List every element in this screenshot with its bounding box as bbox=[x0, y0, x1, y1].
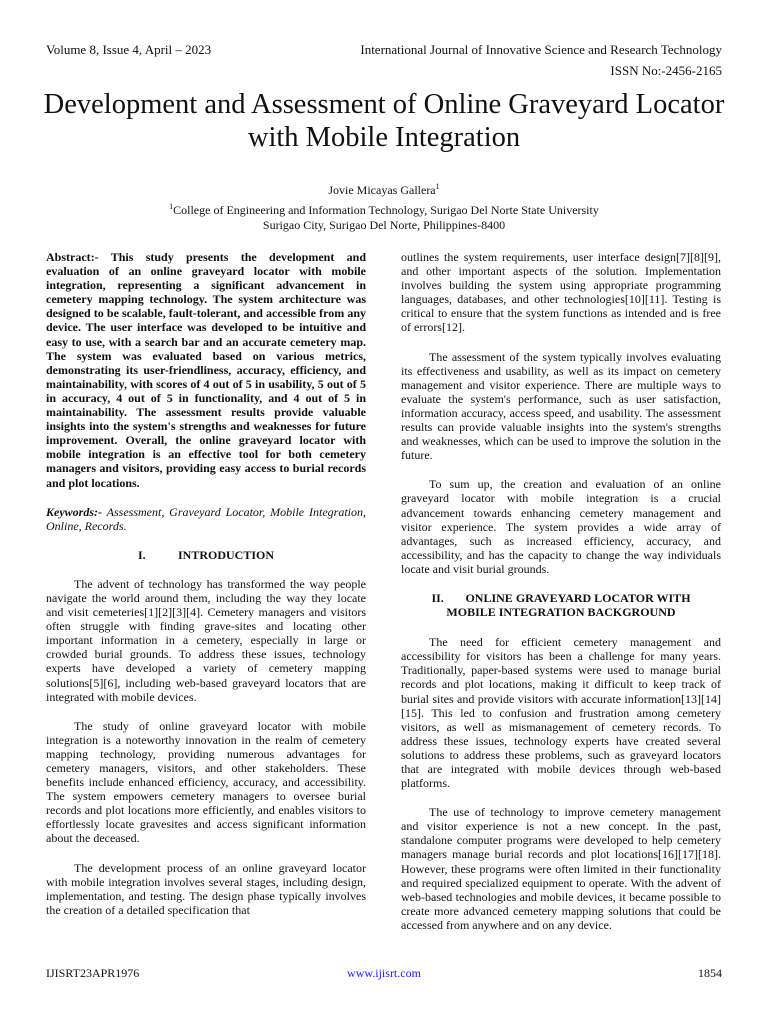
abstract: Abstract:- This study presents the development and evaluation of an online graveyard locator with mobile integration, representing a significant advancement in cemetery mapping technology. The system architecture was designed to be scalable, fault-tolerant, and accessible from any device. The user interface was developed to be intuitive and easy to use, with a search bar and an accurate cemetery map. The system was evaluated based on various metrics, demonstrating its user-friendliness, accuracy, efficiency, and maintainability, with scores of 4 out of 5 in usability, 5 out of 5 in accuracy, 4 out of 5 in functionality, and 4 out of 5 in maintainability. The assessment results provide valuable insights into the system's strengths and weaknesses for future improvement. Overall, the online graveyard locator with mobile integration is an effective tool for both cemetery managers and visitors, providing easy access to burial records and plot locations. bbox=[46, 250, 366, 490]
header-issn: ISSN No:-2456-2165 bbox=[610, 63, 722, 78]
affiliation-line bbox=[40, 199, 728, 219]
paper-title: Development and Assessment of Online Graveyard Locator with Mobile Integration bbox=[43, 89, 725, 153]
paragraph: The need for efficient cemetery management and accessibility for visitors has been a challenge for many years. Traditionally, paper-based systems were used to manage burial records and plot locations, making it difficult to keep track of burial sites and provide visitors with accurate information[13][14][15]. This led to confusion and frustration among cemetery visitors, as well as mismanagement of cemetery records. To address these issues, technology experts have created several solutions to address these problems, such as graveyard locators that are integrated with mobile devices through web-based platforms. bbox=[401, 635, 721, 791]
section-title: ONLINE GRAVEYARD LOCATOR WITH bbox=[465, 590, 691, 605]
paragraph: The development process of an online graveyard locator with mobile integration involves several stages, including design, implementation, and testing. The design phase typically involves the creation of a detailed specification that bbox=[46, 860, 366, 917]
author-name: Jovie Micayas Gallera bbox=[328, 183, 436, 197]
author-sup: 1 bbox=[435, 182, 440, 191]
footer-page-number: 1854 bbox=[698, 966, 722, 980]
author-block bbox=[40, 179, 728, 234]
paragraph: To sum up, the creation and evaluation of an online graveyard locator with mobile integration is a crucial advancement towards enhancing cemetery management and visitor experience. The system provides a wide array of advantages, such as increased efficiency, accuracy, and accessibility, and has the capacity to change the way individuals locate and visit burial grounds. bbox=[401, 477, 721, 576]
section-heading-background bbox=[401, 591, 721, 619]
header-volume: Volume 8, Issue 4, April – 2023 bbox=[46, 42, 212, 57]
header-journal: International Journal of Innovative Science and Research Technology bbox=[360, 42, 722, 57]
section-title-line2: MOBILE INTEGRATION BACKGROUND bbox=[446, 605, 676, 620]
paragraph: The study of online graveyard locator with mobile integration is a noteworthy innovation in the realm of cemetery mapping technology, providing numerous advantages for cemetery managers, visitors, and other stakeholders. These benefits include enhanced efficiency, accuracy, and accessibility. The system empowers cemetery managers to oversee burial records and plot locations more efficiently, and enables visitors to effortlessly locate gravesites and access significant information about the deceased. bbox=[46, 718, 366, 846]
keywords bbox=[46, 505, 366, 533]
paragraph: The assessment of the system typically involves evaluating its effectiveness and usability, as well as its impact on cemetery management and visitor experience. There are multiple ways to evaluate the system's performance, such as user satisfaction, information accuracy, access speed, and usability. The assessment results can provide valuable insights into the system's strengths and weaknesses, which can be used to improve the solution in the future. bbox=[401, 349, 721, 463]
footer-id: IJISRT23APR1976 bbox=[46, 966, 140, 980]
left-column bbox=[46, 250, 366, 932]
keywords-text: Assessment, Graveyard Locator, Mobile Integration, Online, Records. bbox=[46, 504, 366, 533]
section-number: I. bbox=[137, 547, 146, 562]
section-title-line1 bbox=[401, 591, 721, 605]
section-number: II. bbox=[431, 590, 444, 605]
author-affiliation: College of Engineering and Information Technology, Surigao Del Norte State University bbox=[173, 202, 599, 217]
section-title: INTRODUCTION bbox=[177, 547, 274, 562]
author-address: Surigao City, Surigao Del Norte, Philippines-8400 bbox=[262, 218, 506, 232]
paragraph: outlines the system requirements, user interface design[7][8][9], and other important aspects of the solution. Implementation involves building the system using appropriate programming languages, databases, and other technologies[10][11]. Testing is critical to ensure that the system functions as intended and is free of errors[12]. bbox=[401, 250, 721, 335]
paragraph: The use of technology to improve cemetery management and visitor experience is not a new concept. In the past, standalone computer programs were developed to help cemetery managers manage burial records and plot locations[16][17][18]. However, these programs were often limited in their functionality and required specialized equipment to operate. With the advent of web-based technologies and mobile devices, it became possible to create more advanced cemetery mapping solutions that could be accessed from anywhere and on any device. bbox=[401, 805, 721, 932]
right-column bbox=[401, 250, 721, 947]
footer-url[interactable]: www.ijisrt.com bbox=[347, 966, 421, 980]
keywords-label: Keywords:- bbox=[46, 504, 102, 519]
paragraph: The advent of technology has transformed the way people navigate the world around them, including the way they locate and visit cemeteries[1][2][3][4]. Cemetery managers and visitors often struggle with finding grave-sites and locating other important information in a cemetery, especially in large or crowded burial grounds. To address these issues, technology experts have developed a variety of cemetery mapping solutions[5][6], including web-based graveyard locators that are integrated with mobile devices. bbox=[46, 576, 366, 704]
section-heading-introduction bbox=[46, 548, 366, 562]
author-name-line bbox=[40, 179, 728, 199]
affiliation-sup: 1 bbox=[169, 201, 174, 211]
